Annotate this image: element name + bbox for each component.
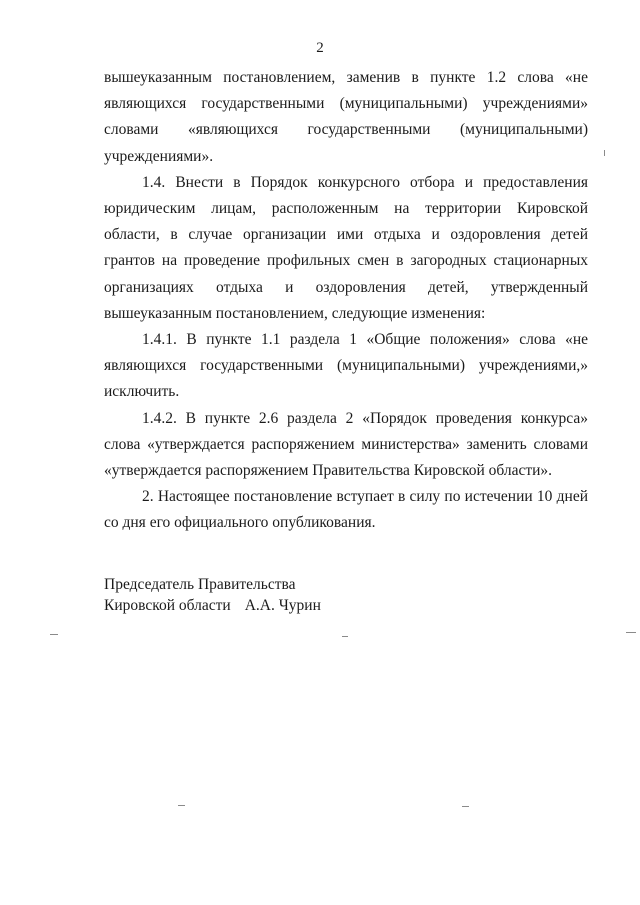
scan-mark [604,150,605,156]
signature-block [104,574,504,616]
scan-mark [178,805,185,806]
paragraph-continuation: вышеуказанным постановлением, заменив в пункте 1.2 слова «не являющихся государственными (муниципальными) учреждениями» словами «являющихся государственными (муниципальными) учреждениями». [104,69,588,165]
scan-mark [462,806,469,807]
paragraph-1-4: 1.4. Внести в Порядок конкурсного отбора и предоставления юридическим лицам, расположенным на территории Кировской области, в случае организации ими отдыха и оздоровления детей грантов на проведение профильных смен в загородных стационарных организациях отдыха и оздоровления детей, утвержденный вышеуказанным постановлением, следующие изменения: [104,173,588,322]
signature-organization: Кировской области [104,597,231,614]
signature-line-2 [104,595,504,616]
page-number: 2 [316,40,324,56]
paragraph-1-4-2: 1.4.2. В пункте 2.6 раздела 2 «Порядок проведения конкурса» слова «утверждается распоряжением министерства» заменить словами «утверждается распоряжением Правительства Кировской области». [104,409,588,480]
scan-mark [342,636,348,637]
paragraph-2: 2. Настоящее постановление вступает в силу по истечении 10 дней со дня его официального опубликования. [104,488,588,532]
signatory-name: А.А. Чурин [244,597,321,614]
scan-mark [50,634,58,635]
document-body [104,65,588,537]
scan-mark [626,632,636,633]
signature-title: Председатель Правительства [104,576,296,593]
paragraph-1-4-1: 1.4.1. В пункте 1.1 раздела 1 «Общие положения» слова «не являющихся государственными (муниципальными) учреждениями,» исключить. [104,331,588,401]
